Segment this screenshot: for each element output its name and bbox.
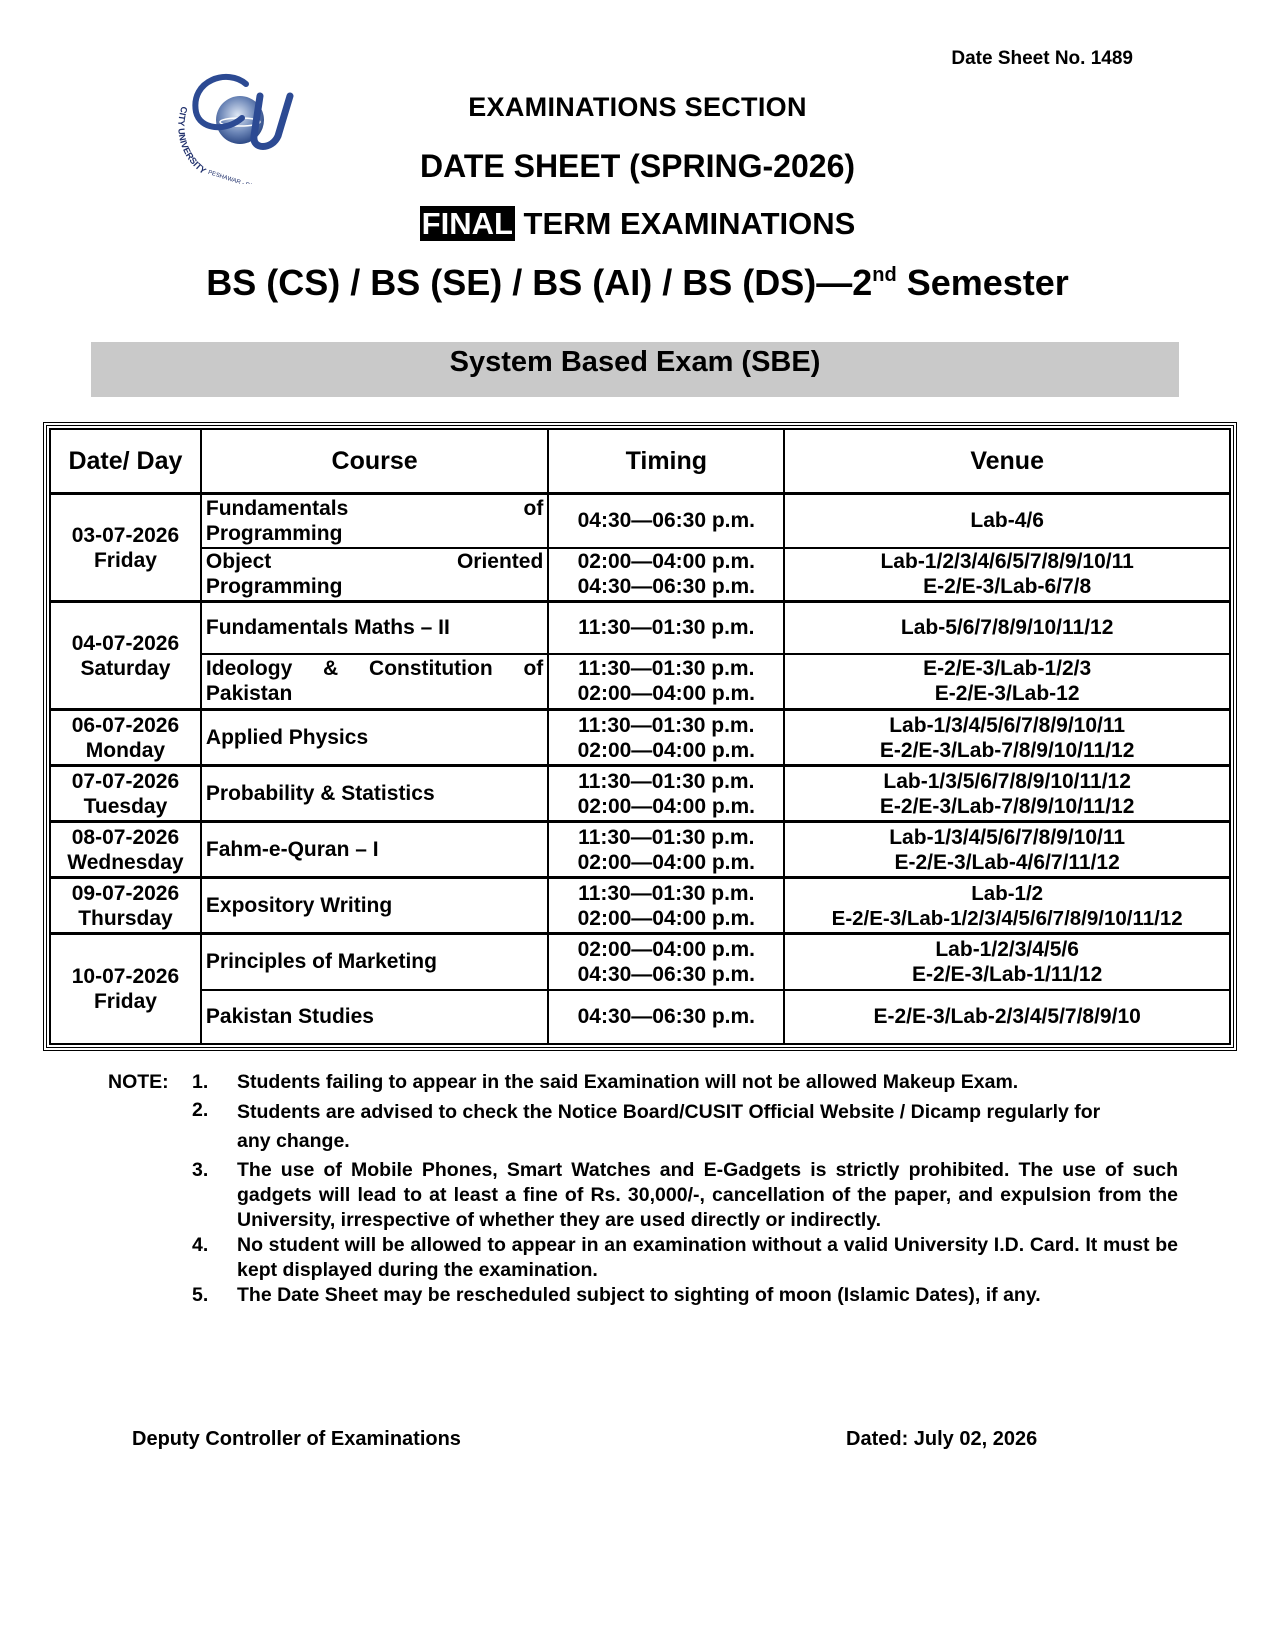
timing-cell: 04:30—06:30 p.m.: [548, 494, 784, 548]
course-cell: Pakistan Studies: [201, 990, 548, 1044]
date-cell: 03-07-2026 Friday: [50, 494, 201, 602]
table-row: [50, 934, 1230, 990]
timing-cell: 11:30—01:30 p.m. 02:00—04:00 p.m.: [548, 654, 784, 710]
signatory: Deputy Controller of Examinations: [132, 1428, 461, 1450]
term-highlight: FINAL: [421, 206, 513, 241]
table-row: [50, 878, 1230, 934]
venue-cell: Lab-1/2/3/4/5/6 E-2/E-3/Lab-1/11/12: [784, 934, 1230, 990]
note-text: No student will be allowed to appear in an examination without a valid University I.D. Card. It must be kept displayed during the examination.: [237, 1234, 1178, 1281]
course-cell: Principles of Marketing: [201, 934, 548, 990]
date-cell: 07-07-2026 Tuesday: [50, 766, 201, 822]
timing-cell: 11:30—01:30 p.m.: [548, 602, 784, 654]
date-cell: 06-07-2026 Monday: [50, 710, 201, 766]
venue-cell: Lab-1/3/4/5/6/7/8/9/10/11 E-2/E-3/Lab-4/6/7/11/12: [784, 822, 1230, 878]
note-text: Students are advised to check the Notice Board/CUSIT Official Website / Dicamp regularly for any change.: [237, 1101, 1101, 1152]
table-row: [50, 710, 1230, 766]
table-row: [50, 494, 1230, 548]
svg-text:PESHAWAR - PAKISTAN: PESHAWAR - PAKISTAN: [207, 169, 274, 184]
table-row: [50, 602, 1230, 654]
program-title: [0, 262, 1275, 304]
note-item: [108, 1158, 1178, 1233]
date-sheet-number: Date Sheet No. 1489: [951, 48, 1133, 69]
notes-section: [108, 1070, 1178, 1308]
venue-cell: Lab-1/3/5/6/7/8/9/10/11/12 E-2/E-3/Lab-7/8/9/10/11/12: [784, 766, 1230, 822]
venue-cell: Lab-1/2 E-2/E-3/Lab-1/2/3/4/5/6/7/8/9/10/11/12: [784, 878, 1230, 934]
note-item: [108, 1070, 1178, 1095]
header-date-day: Date/ Day: [50, 429, 201, 494]
table-row: [50, 990, 1230, 1044]
venue-cell: E-2/E-3/Lab-1/2/3 E-2/E-3/Lab-12: [784, 654, 1230, 710]
program-title-main: BS (CS) / BS (SE) / BS (AI) / BS (DS)—2: [206, 262, 873, 303]
notes-label: NOTE:: [108, 1071, 169, 1093]
venue-cell: Lab-4/6: [784, 494, 1230, 548]
header-timing: Timing: [548, 429, 784, 494]
note-number: 1.: [192, 1071, 209, 1093]
note-number: 2.: [192, 1099, 209, 1121]
note-number: 4.: [192, 1234, 209, 1256]
header-venue: Venue: [784, 429, 1230, 494]
course-cell: Fahm-e-Quran – I: [201, 822, 548, 878]
date-sheet-table-frame: [43, 422, 1237, 1051]
timing-cell: 02:00—04:00 p.m. 04:30—06:30 p.m.: [548, 548, 784, 602]
program-title-semester: Semester: [896, 262, 1069, 303]
venue-cell: E-2/E-3/Lab-2/3/4/5/7/8/9/10: [784, 990, 1230, 1044]
venue-cell: Lab-1/2/3/4/6/5/7/8/9/10/11 E-2/E-3/Lab-6/7/8: [784, 548, 1230, 602]
course-cell: Fundamentals Maths – II: [201, 602, 548, 654]
note-text: The use of Mobile Phones, Smart Watches and E-Gadgets is strictly prohibited. The use of such gadgets will lead to at least a fine of Rs. 30,000/-, cancellation of the paper, and expulsion from the University, irrespective of whether they are used directly or indirectly.: [237, 1159, 1178, 1231]
course-cell: Applied Physics: [201, 710, 548, 766]
timing-cell: 02:00—04:00 p.m. 04:30—06:30 p.m.: [548, 934, 784, 990]
table-row: [50, 548, 1230, 602]
note-number: 3.: [192, 1159, 209, 1181]
table-row: [50, 822, 1230, 878]
course-cell: Fundamentals of Programming: [201, 494, 548, 548]
date-cell: 09-07-2026 Thursday: [50, 878, 201, 934]
timing-cell: 11:30—01:30 p.m. 02:00—04:00 p.m.: [548, 766, 784, 822]
date-sheet-table: [49, 428, 1231, 1045]
course-cell: Object Oriented Programming: [201, 548, 548, 602]
timing-cell: 11:30—01:30 p.m. 02:00—04:00 p.m.: [548, 822, 784, 878]
note-item: [108, 1098, 1178, 1156]
header-course: Course: [201, 429, 548, 494]
program-ordinal: nd: [872, 264, 897, 286]
term-title-rest: TERM EXAMINATIONS: [514, 206, 856, 241]
table-row: [50, 654, 1230, 710]
timing-cell: 11:30—01:30 p.m. 02:00—04:00 p.m.: [548, 878, 784, 934]
date-sheet-title: DATE SHEET (SPRING-2026): [419, 148, 856, 184]
note-text: Students failing to appear in the said Examination will not be allowed Makeup Exam.: [237, 1071, 1019, 1093]
course-cell: Probability & Statistics: [201, 766, 548, 822]
date-cell: 08-07-2026 Wednesday: [50, 822, 201, 878]
timing-cell: 04:30—06:30 p.m.: [548, 990, 784, 1044]
note-number: 5.: [192, 1284, 209, 1306]
course-cell: Ideology & Constitution of Pakistan: [201, 654, 548, 710]
term-title: [0, 206, 1275, 242]
timing-cell: 11:30—01:30 p.m. 02:00—04:00 p.m.: [548, 710, 784, 766]
table-row: [50, 766, 1230, 822]
exam-mode-banner: System Based Exam (SBE): [91, 342, 1179, 397]
svg-text:CITY UNIVERSITY: CITY UNIVERSITY: [176, 105, 209, 176]
date-cell: 10-07-2026 Friday: [50, 934, 201, 1044]
date-cell: 04-07-2026 Saturday: [50, 602, 201, 710]
venue-cell: Lab-5/6/7/8/9/10/11/12: [784, 602, 1230, 654]
issue-date: Dated: July 02, 2026: [846, 1428, 1038, 1450]
examinations-section-title: EXAMINATIONS SECTION: [468, 92, 807, 122]
note-item: [108, 1283, 1178, 1308]
note-item: [108, 1233, 1178, 1283]
note-text: The Date Sheet may be rescheduled subject to sighting of moon (Islamic Dates), if any.: [237, 1284, 1041, 1306]
venue-cell: Lab-1/3/4/5/6/7/8/9/10/11 E-2/E-3/Lab-7/8/9/10/11/12: [784, 710, 1230, 766]
course-cell: Expository Writing: [201, 878, 548, 934]
